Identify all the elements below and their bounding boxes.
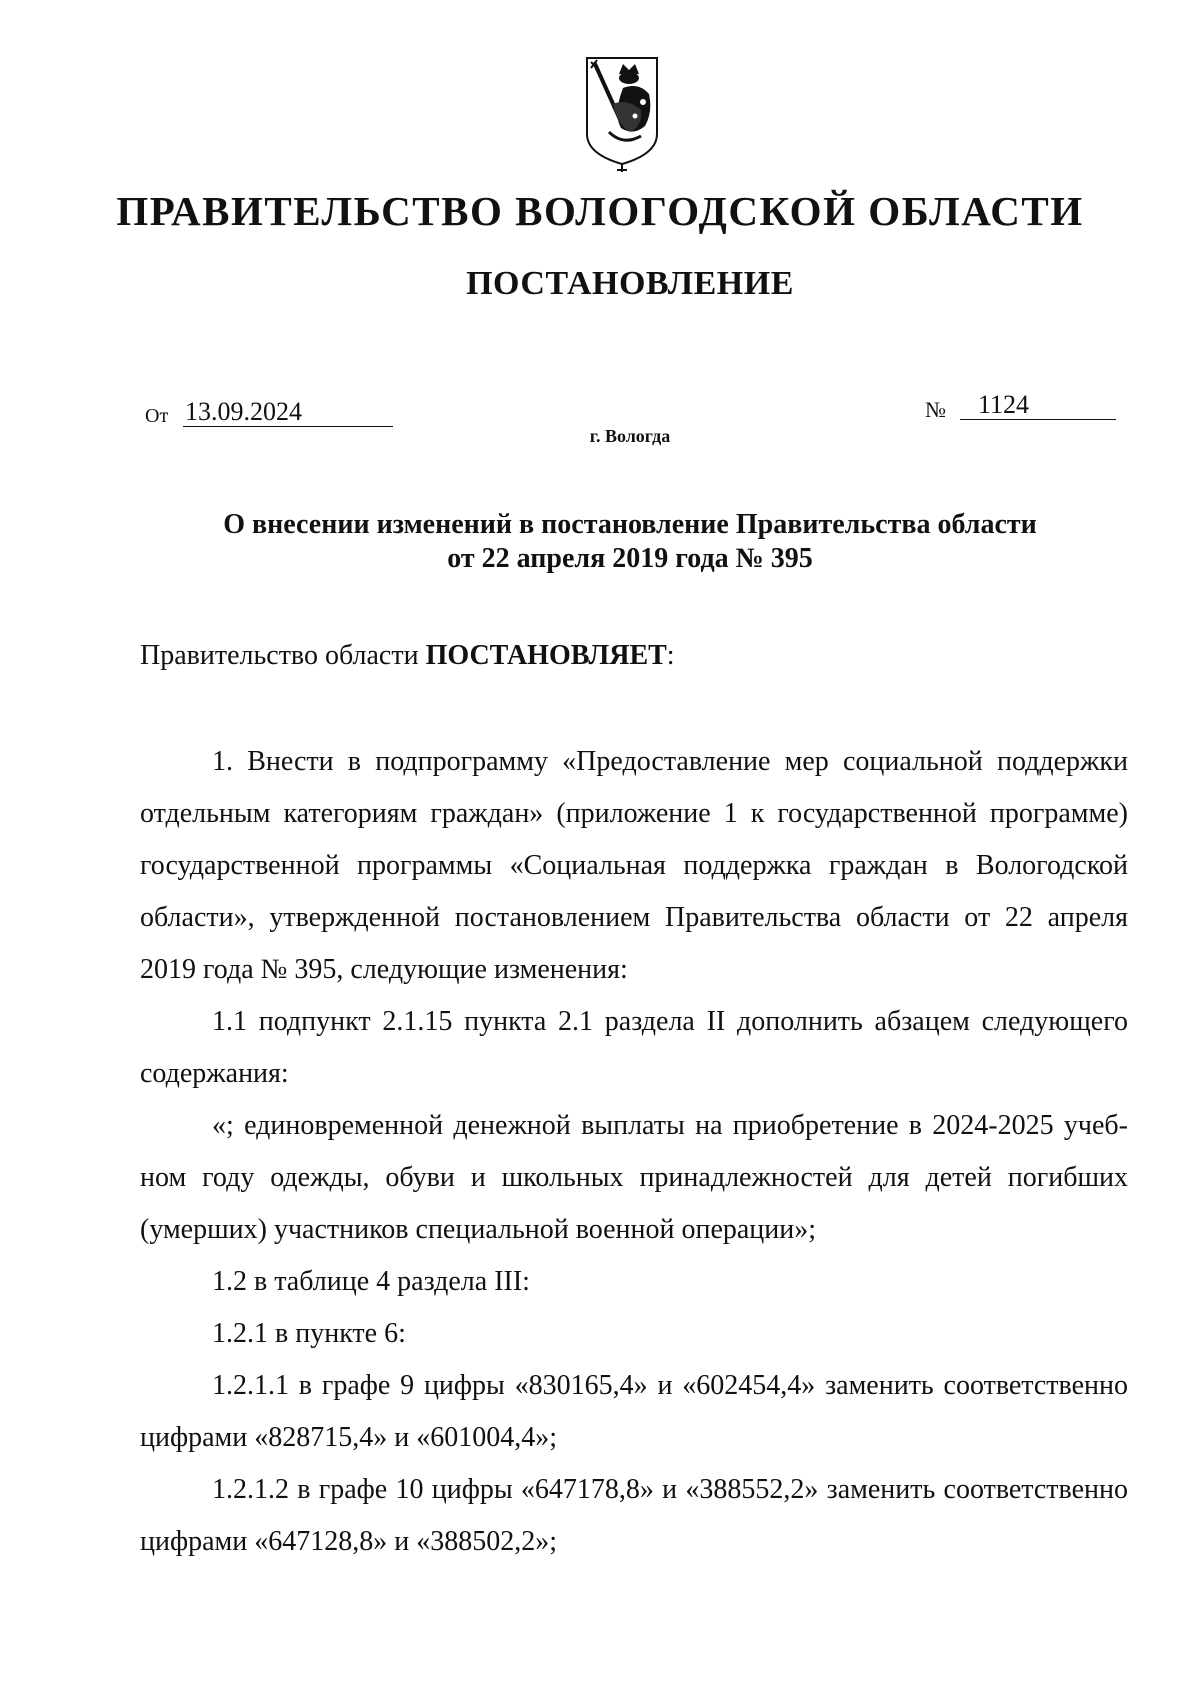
document-body (140, 736, 1128, 1568)
document-type: ПОСТАНОВЛЕНИЕ (466, 265, 794, 302)
preamble-keyword: ПОСТАНОВЛЯЕТ (425, 640, 667, 671)
preamble (140, 638, 675, 674)
paragraph: 1. Внести в подпрограмму «Предоставление мер социальной поддержки отдельным категориям граждан» (приложение 1 к государственной программе) государственной программы «Социальная поддержка граждан в Вологодской области», утвержденной постановлением Правительства области от 22 апреля 2019 года № 395, следующие изменения: (140, 746, 1128, 985)
preamble-prefix: Правительство области (140, 640, 426, 671)
document-subject (150, 508, 1110, 576)
coat-of-arms-icon (583, 54, 661, 174)
number-label: № (925, 397, 946, 422)
date-label: От (145, 405, 169, 427)
city: г. Вологда (589, 426, 671, 446)
paragraph: 1.1 подпункт 2.1.15 пункта 2.1 раздела II дополнить абзацем следующего содержания: (140, 1006, 1128, 1089)
paragraph: 1.2.1.1 в графе 9 цифры «830165,4» и «602454,4» заменить соответственно цифрами «828715,4» и «601004,4»; (140, 1370, 1128, 1453)
subject-line: от 22 апреля 2019 года № 395 (447, 543, 813, 574)
paragraph: 1.2.1 в пункте 6: (212, 1318, 406, 1349)
paragraph: 1.2 в таблице 4 раздела III: (212, 1266, 530, 1297)
document-date: 13.09.2024 (183, 397, 393, 427)
preamble-suffix: : (666, 640, 675, 671)
paragraph: 1.2.1.2 в графе 10 цифры «647178,8» и «388552,2» заменить соответственно цифрами «647128,8» и «388502,2»; (140, 1474, 1128, 1557)
subject-line: О внесении изменений в постановление Правительства области (223, 509, 1037, 540)
paragraph: «; единовременной денежной выплаты на приобретение в 2024-2025 учебном году одежды, обуви и школьных принадлежностей для детей погибших (умерших) участников специальной военной операции»; (140, 1110, 1128, 1245)
document-number: 1124 (960, 390, 1116, 420)
organization-title: ПРАВИТЕЛЬСТВО ВОЛОГОДСКОЙ ОБЛАСТИ (116, 188, 1084, 234)
